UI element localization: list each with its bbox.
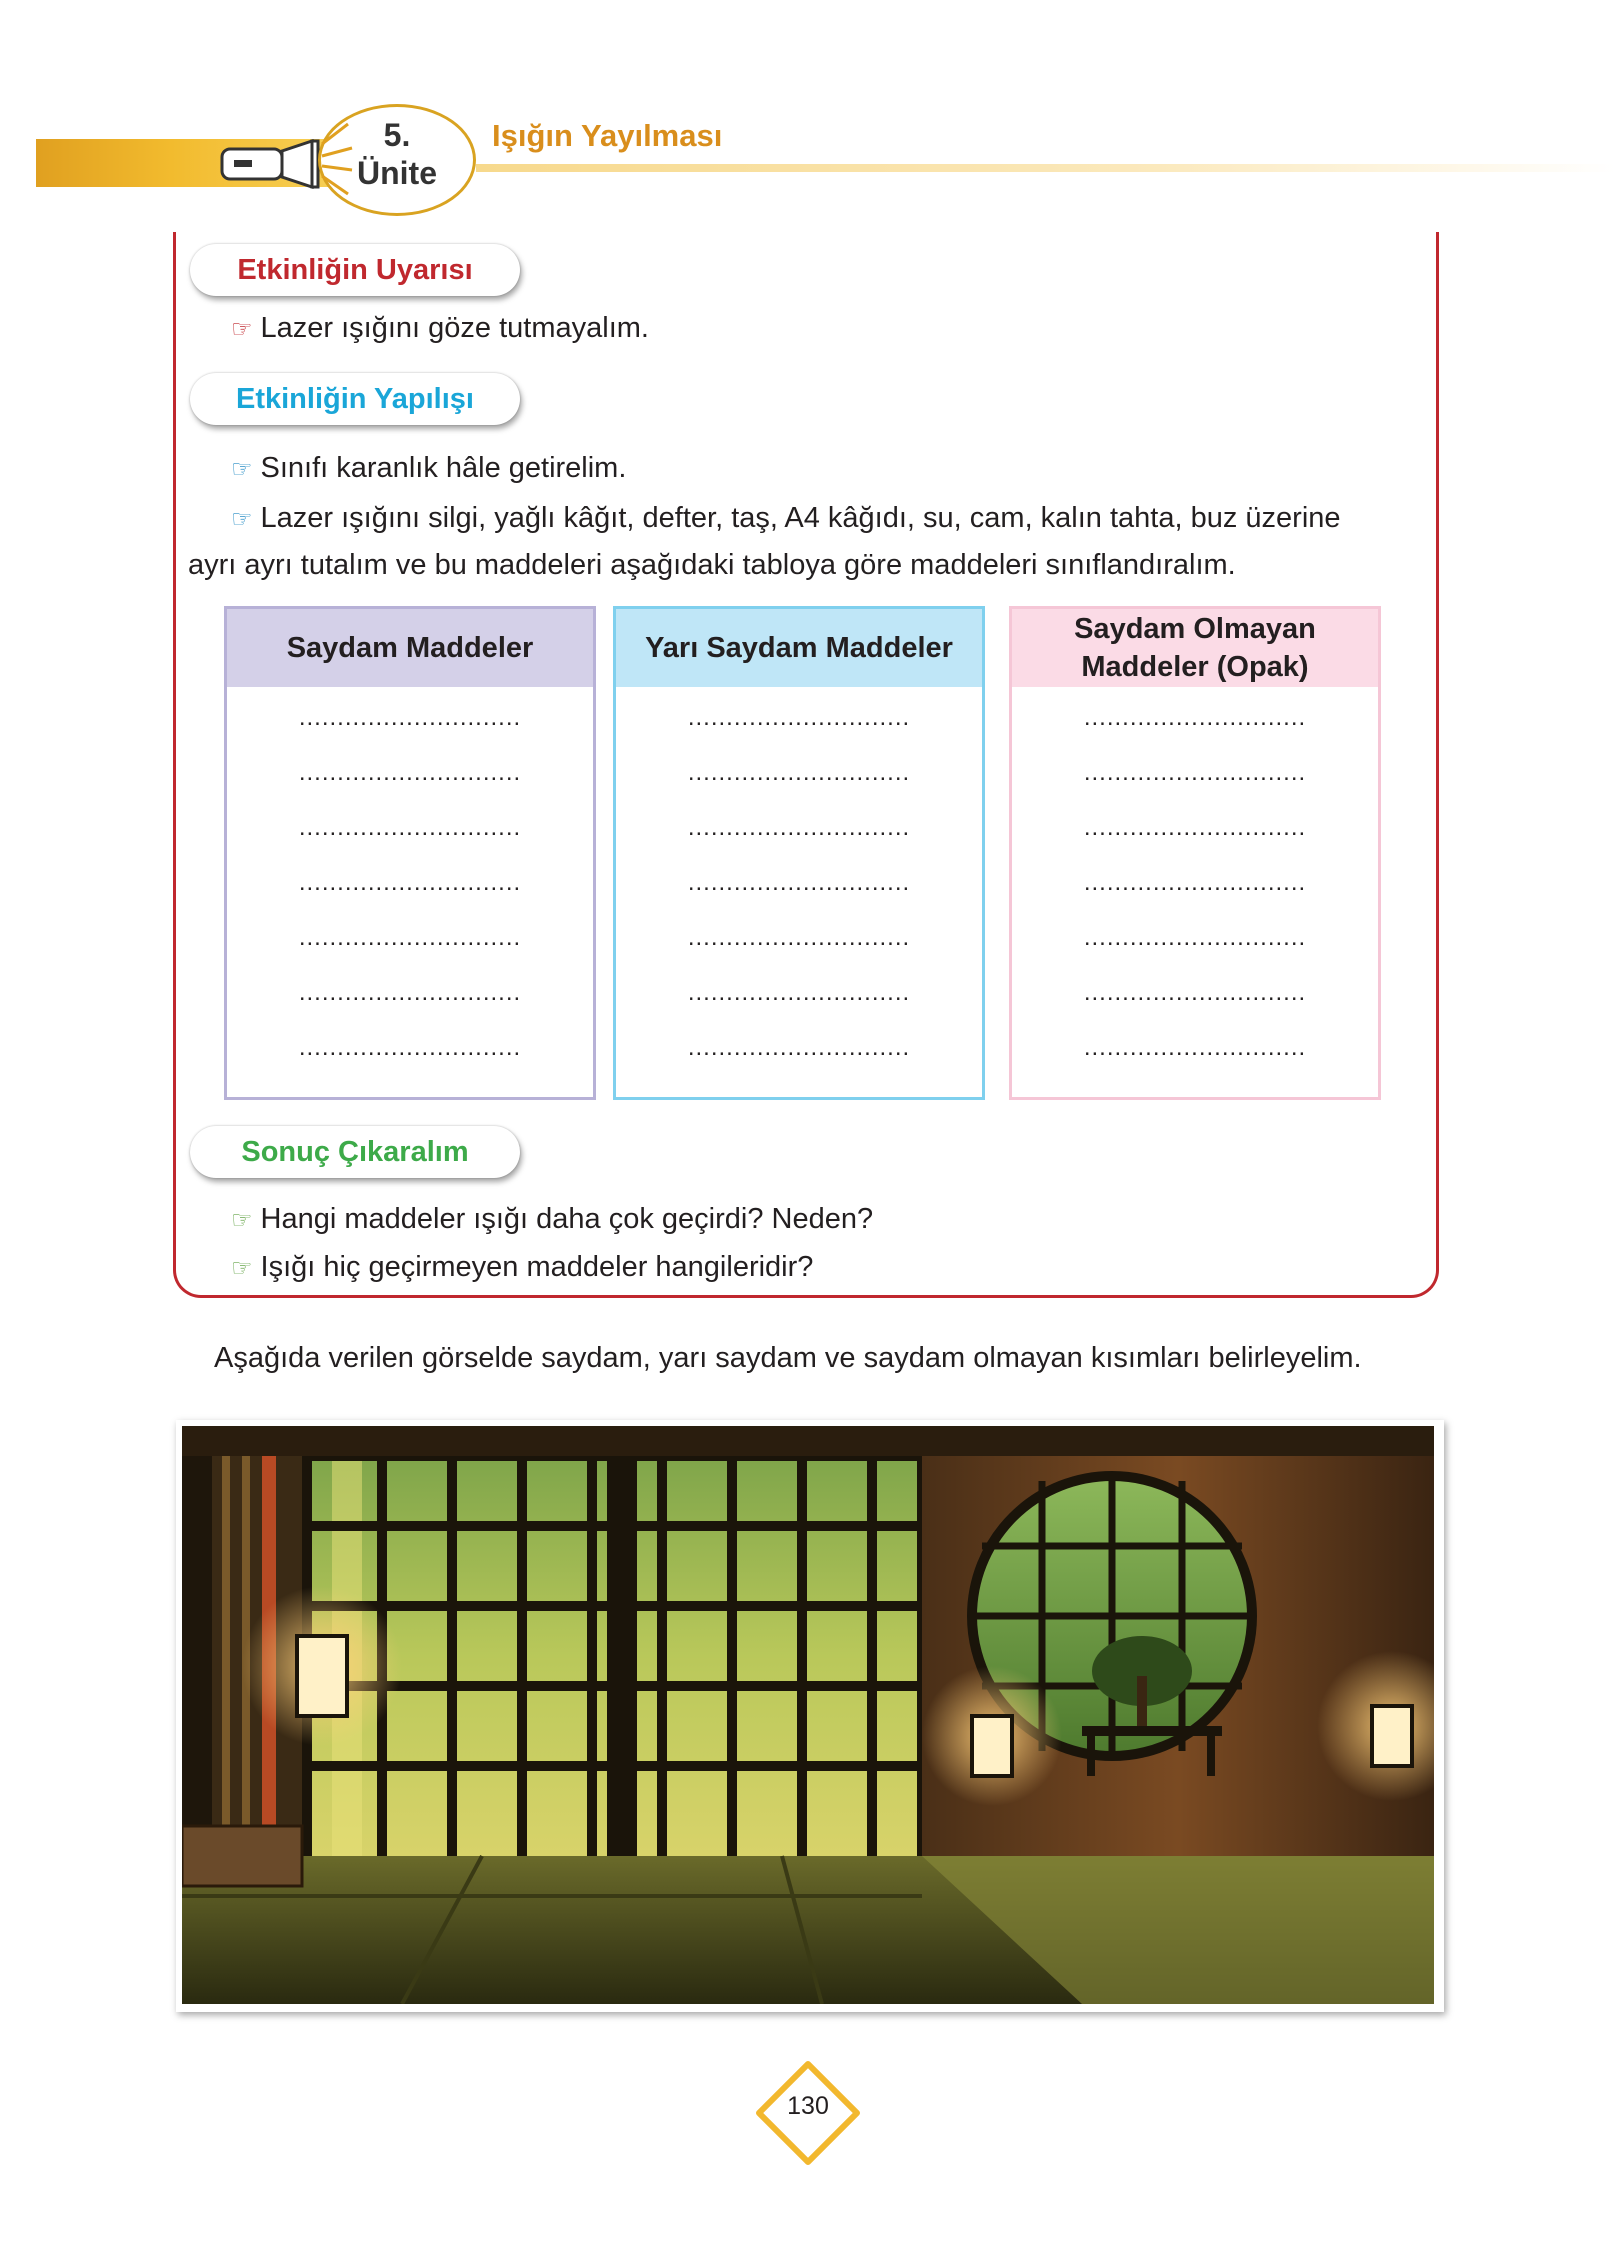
answer-blank[interactable]: ............................. (687, 1034, 911, 1061)
procedure-step-1: ☞ Sınıfı karanlık hâle getirelim. (231, 452, 627, 484)
answer-blank[interactable]: ............................. (298, 759, 522, 786)
answer-blank[interactable]: ............................. (1083, 924, 1307, 951)
blank-list (616, 690, 982, 1075)
header-underline (476, 164, 1615, 172)
warning-heading: Etkinliğin Uyarısı (190, 244, 520, 296)
column-translucent (613, 606, 985, 1100)
answer-blank[interactable]: ............................. (687, 704, 911, 731)
answer-blank[interactable]: ............................. (1083, 1034, 1307, 1061)
answer-blank[interactable]: ............................. (687, 924, 911, 951)
procedure-heading: Etkinliğin Yapılışı (190, 373, 520, 425)
column-header: Yarı Saydam Maddeler (616, 609, 982, 687)
room-photo-frame (176, 1420, 1444, 2012)
answer-blank[interactable]: ............................. (1083, 869, 1307, 896)
answer-blank[interactable]: ............................. (687, 979, 911, 1006)
japanese-room-photo (182, 1426, 1434, 2004)
blank-list (227, 690, 593, 1075)
answer-blank[interactable]: ............................. (1083, 814, 1307, 841)
light-rays-icon (318, 104, 358, 214)
blank-list (1012, 690, 1378, 1075)
answer-blank[interactable]: ............................. (1083, 704, 1307, 731)
procedure-step-2-continued: ayrı ayrı tutalım ve bu maddeleri aşağıdaki tabloya göre maddeleri sınıflandıralım. (188, 549, 1236, 581)
answer-blank[interactable]: ............................. (298, 869, 522, 896)
answer-blank[interactable]: ............................. (1083, 979, 1307, 1006)
conclusion-question-1: ☞ Hangi maddeler ışığı daha çok geçirdi? Neden? (231, 1203, 874, 1235)
answer-blank[interactable]: ............................. (687, 759, 911, 786)
column-header: Saydam Maddeler (227, 609, 593, 687)
conclusion-question-2: ☞ Işığı hiç geçirmeyen maddeler hangileridir? (231, 1251, 814, 1283)
pointing-hand-icon: ☞ (231, 1255, 253, 1282)
answer-blank[interactable]: ............................. (298, 704, 522, 731)
photo-instruction: Aşağıda verilen görselde saydam, yarı saydam ve saydam olmayan kısımları belirleyelim. (214, 1342, 1362, 1374)
column-opaque (1009, 606, 1381, 1100)
answer-blank[interactable]: ............................. (1083, 759, 1307, 786)
answer-blank[interactable]: ............................. (298, 924, 522, 951)
pointing-hand-icon: ☞ (231, 316, 253, 343)
column-header-line: Maddeler (Opak) (1081, 651, 1309, 683)
column-transparent (224, 606, 596, 1100)
flashlight-icon (220, 139, 330, 189)
page-number: 130 (787, 2092, 829, 2120)
pointing-hand-icon: ☞ (231, 506, 253, 533)
chapter-title: Işığın Yayılması (492, 118, 723, 153)
answer-blank[interactable]: ............................. (687, 814, 911, 841)
pointing-hand-icon: ☞ (231, 1207, 253, 1234)
pointing-hand-icon: ☞ (231, 456, 253, 483)
answer-blank[interactable]: ............................. (298, 814, 522, 841)
conclusion-heading: Sonuç Çıkaralım (190, 1126, 520, 1178)
procedure-step-2: ☞ Lazer ışığını silgi, yağlı kâğıt, defter, taş, A4 kâğıdı, su, cam, kalın tahta, buz üzerine (231, 502, 1341, 534)
answer-blank[interactable]: ............................. (298, 979, 522, 1006)
warning-item: ☞ Lazer ışığını göze tutmayalım. (231, 312, 649, 344)
unit-number: 5. (383, 117, 411, 153)
answer-blank[interactable]: ............................. (687, 869, 911, 896)
column-header (1012, 609, 1378, 687)
answer-blank[interactable]: ............................. (298, 1034, 522, 1061)
column-header-line: Saydam Olmayan (1074, 613, 1316, 645)
unit-label: Ünite (357, 155, 437, 191)
